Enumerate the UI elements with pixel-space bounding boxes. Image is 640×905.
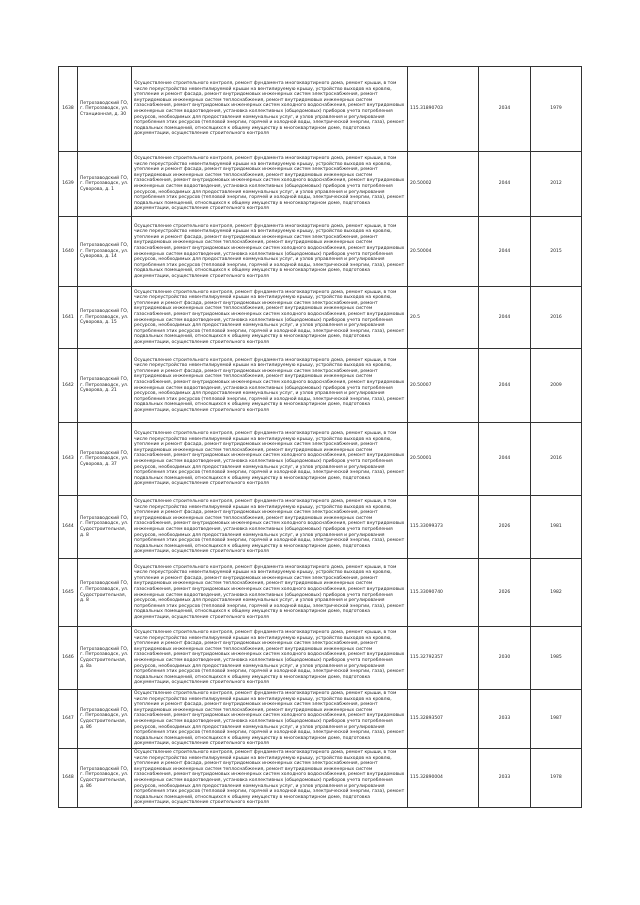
row-work-description: Осуществление строительного контроля, ремонт фундамента многоквартирного дома, ремонт крыши, в том числе переустройство невентилируемой крыши на вентилируемую крышу, устройство выходов на кровлю, утепление и ремонт фасада, ремонт внутридомовых инженерных систем электроснабжения, ремонт внутридомовых инженерных систем теплоснабжения, ремонт внутридомовых инженерных систем газоснабжения, ремонт внутридомовых инженерных систем холодного водоснабжения, ремонт внутридомовых инженерных систем водоотведения, установка коллективных (общедомовых) приборов учета потребления ресурсов, необходимых для предоставления коммунальных услуг, и узлов управления и регулирования потребления этих ресурсов (тепловой энергии, горячей и холодной воды, электрической энергии, газа), ремонт подвальных помещений, относящихся к общему имуществу в многоквартирном доме, подготовка документации, осуществление строительного контроля — [132, 287, 408, 349]
row-work-description: Осуществление строительного контроля, ремонт фундамента многоквартирного дома, ремонт крыши, в том числе переустройство невентилируемой крыши на вентилируемую крышу, устройство выходов на кровлю, утепление и ремонт фасада, ремонт внутридомовых инженерных систем электроснабжения, ремонт внутридомовых инженерных систем теплоснабжения, ремонт внутридомовых инженерных систем газоснабжения, ремонт внутридомовых инженерных систем холодного водоснабжения, ремонт внутридомовых инженерных систем водоотведения, установка коллективных (общедомовых) приборов учета потребления ресурсов, необходимых для предоставления коммунальных услуг, и узлов управления и регулирования потребления этих ресурсов (тепловой энергии, горячей и холодной воды, электрической энергии, газа), ремонт подвальных помещений, относящихся к общему имуществу в многоквартирном доме, подготовка документации, осуществление строительного контроля — [132, 217, 408, 287]
table-body — [59, 67, 582, 808]
row-built-year: 2016 — [531, 287, 582, 349]
row-address: Петрозаводский ГО, г. Петрозаводск, ул. Судостроительная, д. 8б — [78, 749, 132, 808]
table-row — [59, 287, 582, 349]
table-row — [59, 349, 582, 423]
table-row — [59, 496, 582, 559]
row-built-year: 2009 — [531, 349, 582, 423]
row-built-year: 2016 — [531, 423, 582, 496]
row-code: 115.31890703 — [408, 67, 479, 152]
row-repair-year: 2044 — [479, 217, 531, 287]
capital-repair-table — [58, 66, 582, 808]
row-work-description: Осуществление строительного контроля, ремонт фундамента многоквартирного дома, ремонт крыши, в том числе переустройство невентилируемой крыши на вентилируемую крышу, устройство выходов на кровлю, утепление и ремонт фасада, ремонт внутридомовых инженерных систем электроснабжения, ремонт внутридомовых инженерных систем теплоснабжения, ремонт внутридомовых инженерных систем газоснабжения, ремонт внутридомовых инженерных систем холодного водоснабжения, ремонт внутридомовых инженерных систем водоотведения, установка коллективных (общедомовых) приборов учета потребления ресурсов, необходимых для предоставления коммунальных услуг, и узлов управления и регулирования потребления этих ресурсов (тепловой энергии, горячей и холодной воды, электрической энергии, газа), ремонт подвальных помещений, относящихся к общему имуществу в многоквартирном доме, подготовка документации, осуществление строительного контроля — [132, 67, 408, 152]
row-repair-year: 2026 — [479, 496, 531, 559]
row-repair-year: 2033 — [479, 749, 531, 808]
row-code: 20.50002 — [408, 152, 479, 217]
row-work-description: Осуществление строительного контроля, ремонт фундамента многоквартирного дома, ремонт крыши, в том числе переустройство невентилируемой крыши на вентилируемую крышу, устройство выходов на кровлю, утепление и ремонт фасада, ремонт внутридомовых инженерных систем электроснабжения, ремонт внутридомовых инженерных систем теплоснабжения, ремонт внутридомовых инженерных систем газоснабжения, ремонт внутридомовых инженерных систем холодного водоснабжения, ремонт внутридомовых инженерных систем водоотведения, установка коллективных (общедомовых) приборов учета потребления ресурсов, необходимых для предоставления коммунальных услуг, и узлов управления и регулирования потребления этих ресурсов (тепловой энергии, горячей и холодной воды, электрической энергии, газа), ремонт подвальных помещений, относящихся к общему имуществу в многоквартирном доме, подготовка документации, осуществление строительного контроля — [132, 627, 408, 690]
row-number: 1642 — [59, 349, 78, 423]
row-code: 20.5 — [408, 287, 479, 349]
row-repair-year: 2034 — [479, 67, 531, 152]
row-work-description: Осуществление строительного контроля, ремонт фундамента многоквартирного дома, ремонт крыши, в том числе переустройство невентилируемой крыши на вентилируемую крышу, устройство выходов на кровлю, утепление и ремонт фасада, ремонт внутридомовых инженерных систем электроснабжения, ремонт внутридомовых инженерных систем теплоснабжения, ремонт внутридомовых инженерных систем газоснабжения, ремонт внутридомовых инженерных систем холодного водоснабжения, ремонт внутридомовых инженерных систем водоотведения, установка коллективных (общедомовых) приборов учета потребления ресурсов, необходимых для предоставления коммунальных услуг, и узлов управления и регулирования потребления этих ресурсов (тепловой энергии, горячей и холодной воды, электрической энергии, газа), ремонт подвальных помещений, относящихся к общему имуществу в многоквартирном доме, подготовка документации, осуществление строительного контроля — [132, 349, 408, 423]
row-address: Петрозаводский ГО, г. Петрозаводск, ул. Суворова, д. 15 — [78, 287, 132, 349]
row-repair-year: 2030 — [479, 627, 531, 690]
row-work-description: Осуществление строительного контроля, ремонт фундамента многоквартирного дома, ремонт крыши, в том числе переустройство невентилируемой крыши на вентилируемую крышу, устройство выходов на кровлю, утепление и ремонт фасада, ремонт внутридомовых инженерных систем электроснабжения, ремонт внутридомовых инженерных систем теплоснабжения, ремонт внутридомовых инженерных систем газоснабжения, ремонт внутридомовых инженерных систем холодного водоснабжения, ремонт внутридомовых инженерных систем водоотведения, установка коллективных (общедомовых) приборов учета потребления ресурсов, необходимых для предоставления коммунальных услуг, и узлов управления и регулирования потребления этих ресурсов (тепловой энергии, горячей и холодной воды, электрической энергии, газа), ремонт подвальных помещений, относящихся к общему имуществу в многоквартирном доме, подготовка документации, осуществление строительного контроля — [132, 690, 408, 749]
row-code: 20.50007 — [408, 349, 479, 423]
row-built-year: 1985 — [531, 627, 582, 690]
row-work-description: Осуществление строительного контроля, ремонт фундамента многоквартирного дома, ремонт крыши, в том числе переустройство невентилируемой крыши на вентилируемую крышу, устройство выходов на кровлю, утепление и ремонт фасада, ремонт внутридомовых инженерных систем электроснабжения, ремонт внутридомовых инженерных систем теплоснабжения, ремонт внутридомовых инженерных систем газоснабжения, ремонт внутридомовых инженерных систем холодного водоснабжения, ремонт внутридомовых инженерных систем водоотведения, установка коллективных (общедомовых) приборов учета потребления ресурсов, необходимых для предоставления коммунальных услуг, и узлов управления и регулирования потребления этих ресурсов (тепловой энергии, горячей и холодной воды, электрической энергии, газа), ремонт подвальных помещений, относящихся к общему имуществу в многоквартирном доме, подготовка документации, осуществление строительного контроля — [132, 749, 408, 808]
table-row — [59, 423, 582, 496]
row-built-year: 1979 — [531, 67, 582, 152]
row-work-description: Осуществление строительного контроля, ремонт фундамента многоквартирного дома, ремонт крыши, в том числе переустройство невентилируемой крыши на вентилируемую крышу, устройство выходов на кровлю, утепление и ремонт фасада, ремонт внутридомовых инженерных систем электроснабжения, ремонт внутридомовых инженерных систем теплоснабжения, ремонт внутридомовых инженерных систем газоснабжения, ремонт внутридомовых инженерных систем холодного водоснабжения, ремонт внутридомовых инженерных систем водоотведения, установка коллективных (общедомовых) приборов учета потребления ресурсов, необходимых для предоставления коммунальных услуг, и узлов управления и регулирования потребления этих ресурсов (тепловой энергии, горячей и холодной воды, электрической энергии, газа), ремонт подвальных помещений, относящихся к общему имуществу в многоквартирном доме, подготовка документации, осуществление строительного контроля — [132, 423, 408, 496]
row-repair-year: 2044 — [479, 287, 531, 349]
row-code: 115.33090740 — [408, 559, 479, 627]
row-work-description: Осуществление строительного контроля, ремонт фундамента многоквартирного дома, ремонт крыши, в том числе переустройство невентилируемой крыши на вентилируемую крышу, устройство выходов на кровлю, утепление и ремонт фасада, ремонт внутридомовых инженерных систем электроснабжения, ремонт внутридомовых инженерных систем теплоснабжения, ремонт внутридомовых инженерных систем газоснабжения, ремонт внутридомовых инженерных систем холодного водоснабжения, ремонт внутридомовых инженерных систем водоотведения, установка коллективных (общедомовых) приборов учета потребления ресурсов, необходимых для предоставления коммунальных услуг, и узлов управления и регулирования потребления этих ресурсов (тепловой энергии, горячей и холодной воды, электрической энергии, газа), ремонт подвальных помещений, относящихся к общему имуществу в многоквартирном доме, подготовка документации, осуществление строительного контроля — [132, 496, 408, 559]
row-number: 1644 — [59, 496, 78, 559]
table-row — [59, 749, 582, 808]
row-number: 1647 — [59, 690, 78, 749]
row-number: 1638 — [59, 67, 78, 152]
row-address: Петрозаводский ГО, г. Петрозаводск, ул. Суворова, д. 1 — [78, 152, 132, 217]
row-code: 20.50001 — [408, 423, 479, 496]
row-address: Петрозаводский ГО, г. Петрозаводск, ул. Суворова, д. 14 — [78, 217, 132, 287]
row-address: Петрозаводский ГО, г. Петрозаводск, ул. Судостроительная, д. 8б — [78, 690, 132, 749]
row-number: 1645 — [59, 559, 78, 627]
row-work-description: Осуществление строительного контроля, ремонт фундамента многоквартирного дома, ремонт крыши, в том числе переустройство невентилируемой крыши на вентилируемую крышу, устройство выходов на кровлю, утепление и ремонт фасада, ремонт внутридомовых инженерных систем электроснабжения, ремонт внутридомовых инженерных систем теплоснабжения, ремонт внутридомовых инженерных систем газоснабжения, ремонт внутридомовых инженерных систем холодного водоснабжения, ремонт внутридомовых инженерных систем водоотведения, установка коллективных (общедомовых) приборов учета потребления ресурсов, необходимых для предоставления коммунальных услуг, и узлов управления и регулирования потребления этих ресурсов (тепловой энергии, горячей и холодной воды, электрической энергии, газа), ремонт подвальных помещений, относящихся к общему имуществу в многоквартирном доме, подготовка документации, осуществление строительного контроля — [132, 559, 408, 627]
row-built-year: 1978 — [531, 749, 582, 808]
row-built-year: 2015 — [531, 217, 582, 287]
row-number: 1639 — [59, 152, 78, 217]
row-address: Петрозаводский ГО, г. Петрозаводск, ул. Судостроительная, д. 8 — [78, 496, 132, 559]
row-code: 115.33099373 — [408, 496, 479, 559]
row-code: 115.32893507 — [408, 690, 479, 749]
row-number: 1640 — [59, 217, 78, 287]
row-repair-year: 2033 — [479, 690, 531, 749]
row-address: Петрозаводский ГО, г. Петрозаводск, ул. Судостроительная, д. 8 — [78, 559, 132, 627]
row-number: 1641 — [59, 287, 78, 349]
row-repair-year: 2044 — [479, 423, 531, 496]
row-work-description: Осуществление строительного контроля, ремонт фундамента многоквартирного дома, ремонт крыши, в том числе переустройство невентилируемой крыши на вентилируемую крышу, устройство выходов на кровлю, утепление и ремонт фасада, ремонт внутридомовых инженерных систем электроснабжения, ремонт внутридомовых инженерных систем теплоснабжения, ремонт внутридомовых инженерных систем газоснабжения, ремонт внутридомовых инженерных систем холодного водоснабжения, ремонт внутридомовых инженерных систем водоотведения, установка коллективных (общедомовых) приборов учета потребления ресурсов, необходимых для предоставления коммунальных услуг, и узлов управления и регулирования потребления этих ресурсов (тепловой энергии, горячей и холодной воды, электрической энергии, газа), ремонт подвальных помещений, относящихся к общему имуществу в многоквартирном доме, подготовка документации, осуществление строительного контроля — [132, 152, 408, 217]
table-row — [59, 627, 582, 690]
row-built-year: 1981 — [531, 496, 582, 559]
row-code: 115.32890004 — [408, 749, 479, 808]
table-row — [59, 559, 582, 627]
table-row — [59, 690, 582, 749]
table-row — [59, 67, 582, 152]
row-repair-year: 2044 — [479, 349, 531, 423]
row-built-year: 1987 — [531, 690, 582, 749]
row-address: Петрозаводский ГО, г. Петрозаводск, ул. Станционная, д. 30 — [78, 67, 132, 152]
row-address: Петрозаводский ГО, г. Петрозаводск, ул. Суворова, д. 21 — [78, 349, 132, 423]
row-built-year: 2012 — [531, 152, 582, 217]
table-row — [59, 217, 582, 287]
row-repair-year: 2044 — [479, 152, 531, 217]
row-repair-year: 2026 — [479, 559, 531, 627]
row-built-year: 1982 — [531, 559, 582, 627]
table-row — [59, 152, 582, 217]
row-address: Петрозаводский ГО, г. Петрозаводск, ул. Суворова, д. 37 — [78, 423, 132, 496]
row-number: 1643 — [59, 423, 78, 496]
row-code: 115.32792357 — [408, 627, 479, 690]
row-address: Петрозаводский ГО, г. Петрозаводск, ул. Судостроительная, д. 8а — [78, 627, 132, 690]
row-code: 20.50004 — [408, 217, 479, 287]
row-number: 1648 — [59, 749, 78, 808]
row-number: 1646 — [59, 627, 78, 690]
